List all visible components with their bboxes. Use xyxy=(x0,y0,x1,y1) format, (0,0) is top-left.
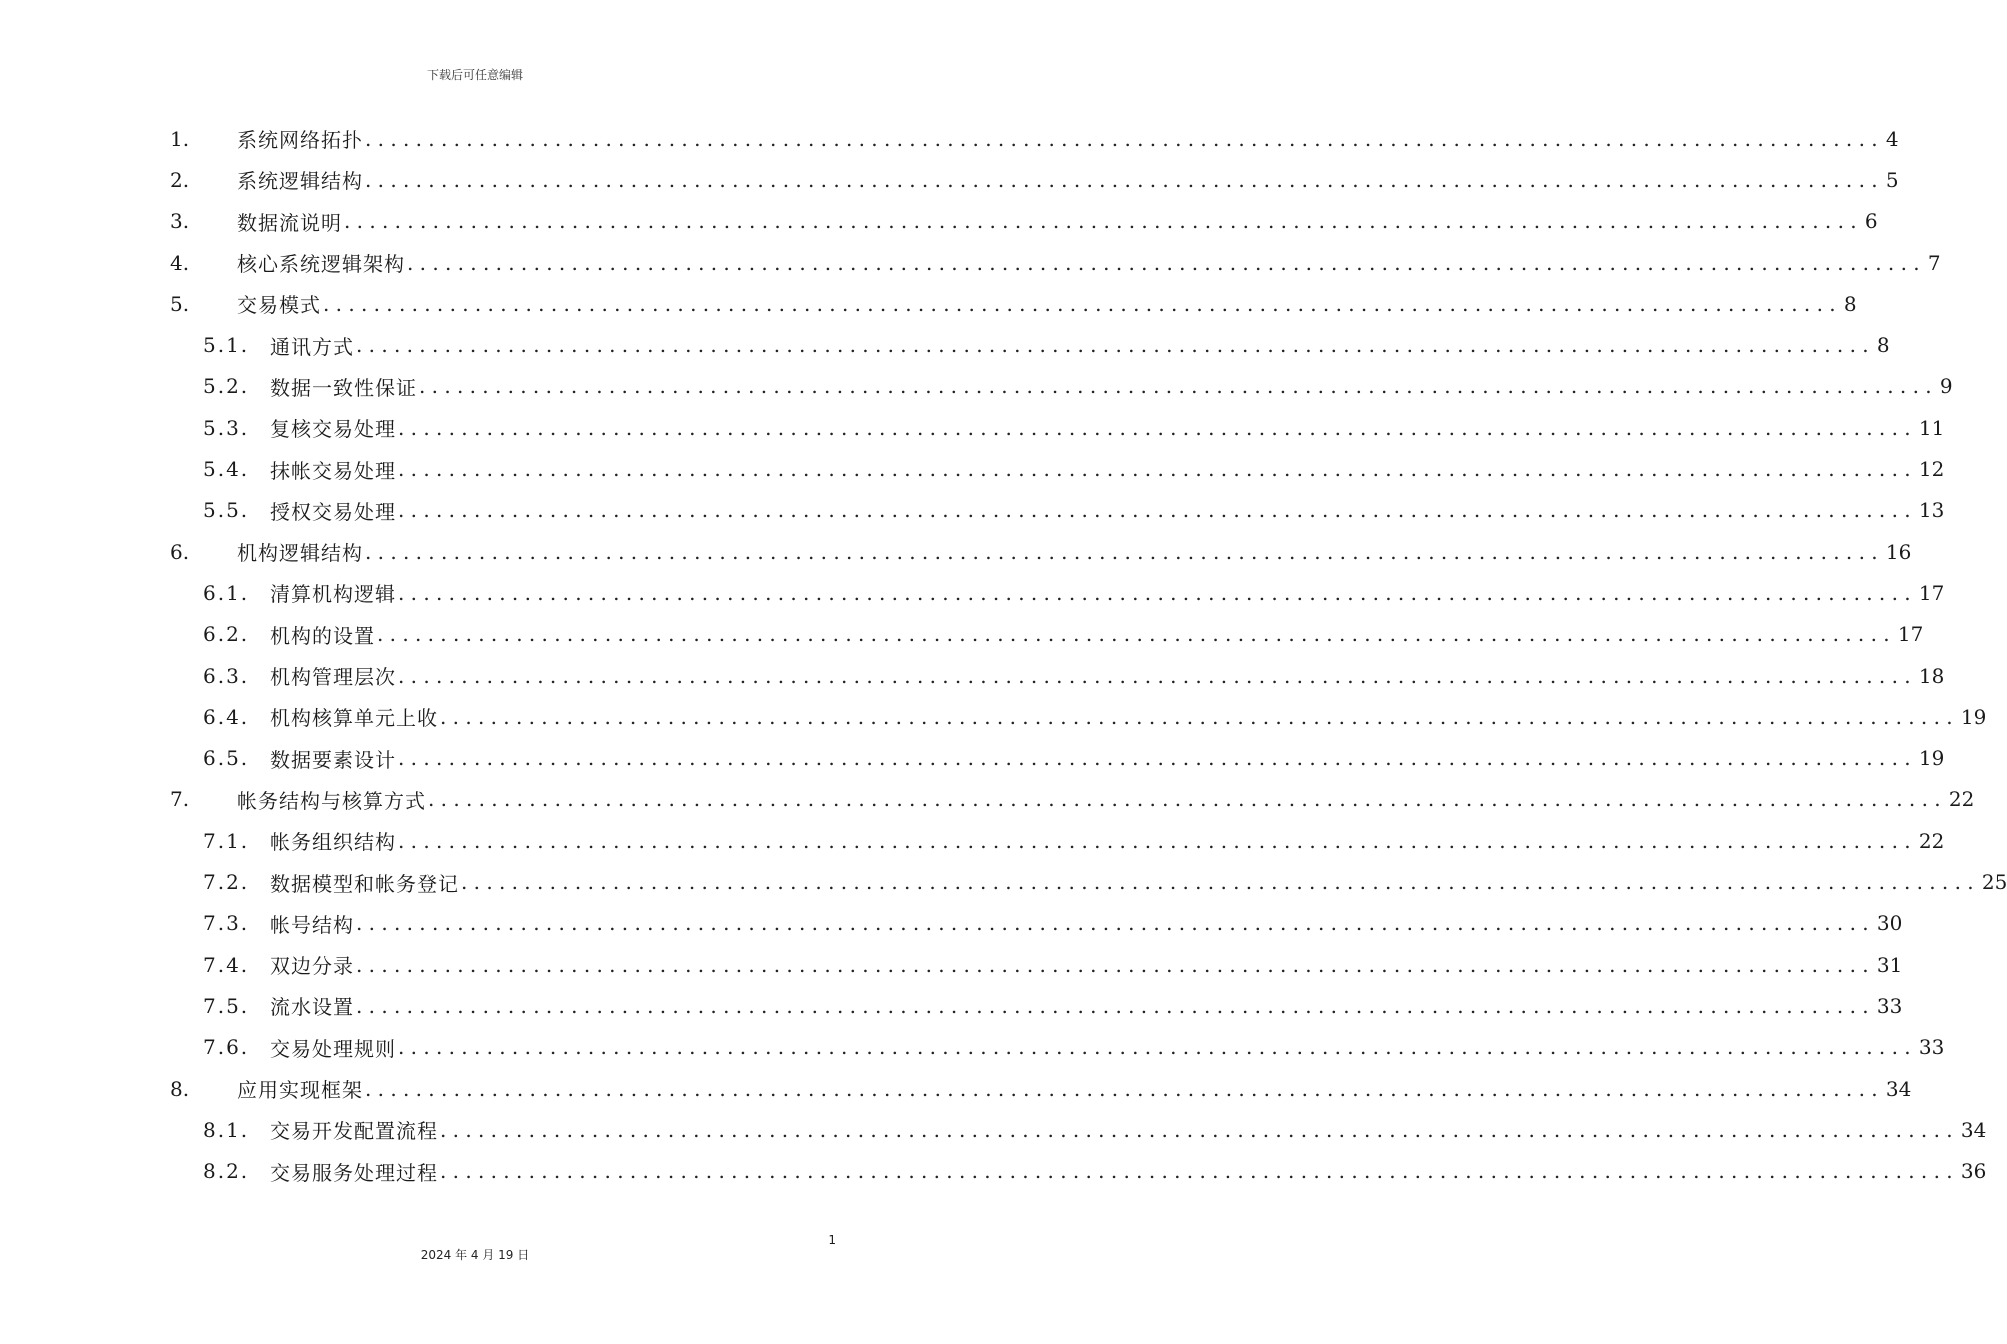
dot-leader: ........................................................................................................................ xyxy=(365,539,1884,564)
dot-leader: ........................................................................................................................ xyxy=(365,1076,1884,1101)
toc-entry[interactable] xyxy=(0,1027,1945,1068)
toc-entry-title: 交易模式 xyxy=(237,293,321,318)
toc-entry-page: 17 xyxy=(1897,622,1924,647)
dot-leader: ........................................................................................................................ xyxy=(398,415,1917,440)
toc-entry-page: 34 xyxy=(1960,1117,1987,1142)
toc-entry-title: 交易开发配置流程 xyxy=(270,1119,438,1144)
toc-entry-page: 30 xyxy=(1876,911,1903,936)
toc-entry-number: 4. xyxy=(170,250,190,275)
toc-entry-page: 25 xyxy=(1981,870,2007,895)
toc-entry-line xyxy=(270,413,1945,442)
toc-entry-line xyxy=(270,578,1945,607)
toc-entry[interactable] xyxy=(0,903,1903,944)
toc-entry-line xyxy=(270,331,1890,360)
toc-entry-number: 6.2. xyxy=(203,622,250,647)
toc-entry-number: 6.5. xyxy=(203,746,250,771)
toc-entry-page: 5 xyxy=(1885,167,1899,192)
toc-entry[interactable] xyxy=(0,944,1903,985)
toc-entry-page: 18 xyxy=(1918,663,1945,688)
toc-entry-line xyxy=(270,868,2007,897)
toc-entry-page: 22 xyxy=(1948,787,1975,812)
toc-entry-title: 机构的设置 xyxy=(270,623,375,648)
toc-entry[interactable] xyxy=(0,366,1953,407)
toc-entry-title: 授权交易处理 xyxy=(270,499,396,524)
page-header: 下载后可任意编辑 xyxy=(426,68,523,82)
dot-leader: ........................................................................................................................ xyxy=(398,746,1917,771)
toc-entry[interactable] xyxy=(0,490,1945,531)
toc-entry-page: 36 xyxy=(1960,1159,1987,1184)
dot-leader: ........................................................................................................................ xyxy=(365,126,1884,151)
toc-entry-number: 8.2. xyxy=(203,1159,250,1184)
toc-entry-page: 12 xyxy=(1918,457,1945,482)
dot-leader: ........................................................................................................................ xyxy=(398,580,1917,605)
toc-entry-line xyxy=(270,1157,1987,1186)
toc-entry-page: 34 xyxy=(1885,1076,1912,1101)
toc-entry-line xyxy=(270,620,1924,649)
toc-entry[interactable] xyxy=(0,201,1878,242)
toc-entry-title: 交易处理规则 xyxy=(270,1036,396,1061)
toc-entry-line xyxy=(270,1033,1945,1062)
toc-entry[interactable] xyxy=(0,820,1945,861)
toc-entry-number: 5.3. xyxy=(203,415,250,440)
toc-entry[interactable] xyxy=(0,861,2007,902)
dot-leader: ........................................................................................................................ xyxy=(419,374,1938,399)
toc-entry-page: 19 xyxy=(1918,746,1945,771)
toc-entry[interactable] xyxy=(0,448,1945,489)
toc-entry-number: 8. xyxy=(170,1076,190,1101)
toc-entry-line xyxy=(270,455,1945,484)
toc-entry-number: 7.2. xyxy=(203,870,250,895)
toc-entry-line xyxy=(237,248,1941,277)
page-number: 1 xyxy=(828,1233,836,1247)
toc-entry[interactable] xyxy=(0,407,1945,448)
toc-entry-number: 5.5. xyxy=(203,498,250,523)
toc-entry-page: 31 xyxy=(1876,952,1903,977)
toc-entry[interactable] xyxy=(0,1109,1987,1150)
toc-entry-page: 4 xyxy=(1885,126,1899,151)
dot-leader: ........................................................................................................................ xyxy=(440,704,1959,729)
toc-entry[interactable] xyxy=(0,738,1945,779)
dot-leader: ........................................................................................................................ xyxy=(440,1117,1959,1142)
dot-leader: ........................................................................................................................ xyxy=(356,993,1875,1018)
toc-entry[interactable] xyxy=(0,531,1912,572)
toc-entry-line xyxy=(270,744,1945,773)
dot-leader: ........................................................................................................................ xyxy=(398,457,1917,482)
toc-entry-line xyxy=(237,289,1857,318)
toc-entry-line xyxy=(237,785,1975,814)
toc-entry-page: 17 xyxy=(1918,580,1945,605)
dot-leader: ........................................................................................................................ xyxy=(398,663,1917,688)
toc-entry[interactable] xyxy=(0,572,1945,613)
dot-leader: ........................................................................................................................ xyxy=(398,498,1917,523)
toc-entry-title: 帐务结构与核算方式 xyxy=(237,788,426,813)
toc-entry-number: 7. xyxy=(170,787,190,812)
toc-entry-number: 2. xyxy=(170,167,190,192)
toc-entry-page: 16 xyxy=(1885,539,1912,564)
toc-entry-page: 33 xyxy=(1876,993,1903,1018)
toc-entry-page: 22 xyxy=(1918,828,1945,853)
toc-entry-number: 6.4. xyxy=(203,704,250,729)
toc-entry-title: 数据要素设计 xyxy=(270,747,396,772)
toc-entry[interactable] xyxy=(0,118,1899,159)
toc-entry-line xyxy=(237,1074,1912,1103)
toc-entry-number: 7.3. xyxy=(203,911,250,936)
toc-entry-line xyxy=(270,991,1903,1020)
footer-date: 2024 年 4 月 19 日 xyxy=(420,1248,530,1262)
toc-entry-title: 数据流说明 xyxy=(237,210,342,235)
toc-entry-number: 1. xyxy=(170,126,190,151)
toc-entry-page: 19 xyxy=(1960,704,1987,729)
dot-leader: ........................................................................................................................ xyxy=(428,787,1947,812)
toc-entry-title: 应用实现框架 xyxy=(237,1078,363,1103)
toc-entry-title: 机构管理层次 xyxy=(270,665,396,690)
toc-entry-title: 核心系统逻辑架构 xyxy=(237,252,405,277)
toc-entry[interactable] xyxy=(0,614,1924,655)
toc-entry-page: 11 xyxy=(1918,415,1945,440)
toc-entry-number: 6.1. xyxy=(203,580,250,605)
toc-entry-number: 5.4. xyxy=(203,457,250,482)
toc-entry-line xyxy=(237,165,1899,194)
toc-entry-page: 8 xyxy=(1876,333,1890,358)
dot-leader: ........................................................................................................................ xyxy=(407,250,1926,275)
toc-entry-page: 9 xyxy=(1939,374,1953,399)
toc-entry-line xyxy=(270,909,1903,938)
toc-entry-title: 机构核算单元上收 xyxy=(270,706,438,731)
dot-leader: ........................................................................................................................ xyxy=(356,333,1875,358)
dot-leader: ........................................................................................................................ xyxy=(377,622,1896,647)
dot-leader: ........................................................................................................................ xyxy=(398,1035,1917,1060)
toc-entry-number: 6.3. xyxy=(203,663,250,688)
dot-leader: ........................................................................................................................ xyxy=(461,870,1980,895)
toc-entry-line xyxy=(270,496,1945,525)
dot-leader: ........................................................................................................................ xyxy=(356,911,1875,936)
toc-entry-number: 8.1. xyxy=(203,1117,250,1142)
toc-entry[interactable] xyxy=(0,159,1899,200)
dot-leader: ........................................................................................................................ xyxy=(365,167,1884,192)
toc-entry-page: 7 xyxy=(1927,250,1941,275)
toc-entry-page: 13 xyxy=(1918,498,1945,523)
toc-entry-number: 7.4. xyxy=(203,952,250,977)
toc-entry-title: 机构逻辑结构 xyxy=(237,541,363,566)
toc-entry-title: 复核交易处理 xyxy=(270,417,396,442)
toc-entry[interactable] xyxy=(0,325,1890,366)
toc-entry-number: 7.5. xyxy=(203,993,250,1018)
toc-entry-title: 清算机构逻辑 xyxy=(270,582,396,607)
toc-entry[interactable] xyxy=(0,655,1945,696)
toc-entry[interactable] xyxy=(0,779,1975,820)
toc-entry-title: 交易服务处理过程 xyxy=(270,1160,438,1185)
toc-entry-number: 5. xyxy=(170,291,190,316)
dot-leader: ........................................................................................................................ xyxy=(344,209,1863,234)
toc-entry-title: 抹帐交易处理 xyxy=(270,458,396,483)
toc-entry-title: 帐号结构 xyxy=(270,912,354,937)
toc-entry-line xyxy=(270,950,1903,979)
toc-entry-number: 5.1. xyxy=(203,333,250,358)
toc-entry-line xyxy=(270,702,1987,731)
toc-entry[interactable] xyxy=(0,242,1941,283)
dot-leader: ........................................................................................................................ xyxy=(398,828,1917,853)
toc-entry[interactable] xyxy=(0,283,1857,324)
toc-entry[interactable] xyxy=(0,985,1903,1026)
toc-entry-title: 数据一致性保证 xyxy=(270,375,417,400)
toc-entry-page: 6 xyxy=(1864,209,1878,234)
toc-entry-title: 系统逻辑结构 xyxy=(237,169,363,194)
dot-leader: ........................................................................................................................ xyxy=(356,952,1875,977)
toc-entry[interactable] xyxy=(0,1068,1912,1109)
toc-entry-line xyxy=(237,537,1912,566)
dot-leader: ........................................................................................................................ xyxy=(323,291,1842,316)
dot-leader: ........................................................................................................................ xyxy=(440,1159,1959,1184)
toc-entry-title: 通讯方式 xyxy=(270,334,354,359)
toc-entry[interactable] xyxy=(0,1151,1987,1192)
toc-entry-title: 流水设置 xyxy=(270,995,354,1020)
toc-entry-line xyxy=(270,661,1945,690)
toc-entry-line xyxy=(237,207,1878,236)
toc-entry[interactable] xyxy=(0,696,1987,737)
toc-entry-line xyxy=(270,1115,1987,1144)
toc-entry-line xyxy=(270,826,1945,855)
toc-entry-number: 6. xyxy=(170,539,190,564)
toc-entry-title: 系统网络拓扑 xyxy=(237,128,363,153)
toc-entry-line xyxy=(270,372,1953,401)
toc-entry-title: 帐务组织结构 xyxy=(270,830,396,855)
toc-entry-number: 7.1. xyxy=(203,828,250,853)
toc-entry-number: 5.2. xyxy=(203,374,250,399)
toc-entry-title: 数据模型和帐务登记 xyxy=(270,871,459,896)
toc-entry-number: 7.6. xyxy=(203,1035,250,1060)
toc-entry-page: 8 xyxy=(1843,291,1857,316)
toc-entry-page: 33 xyxy=(1918,1035,1945,1060)
toc-entry-line xyxy=(237,124,1899,153)
toc-entry-number: 3. xyxy=(170,209,190,234)
toc-entry-title: 双边分录 xyxy=(270,954,354,979)
